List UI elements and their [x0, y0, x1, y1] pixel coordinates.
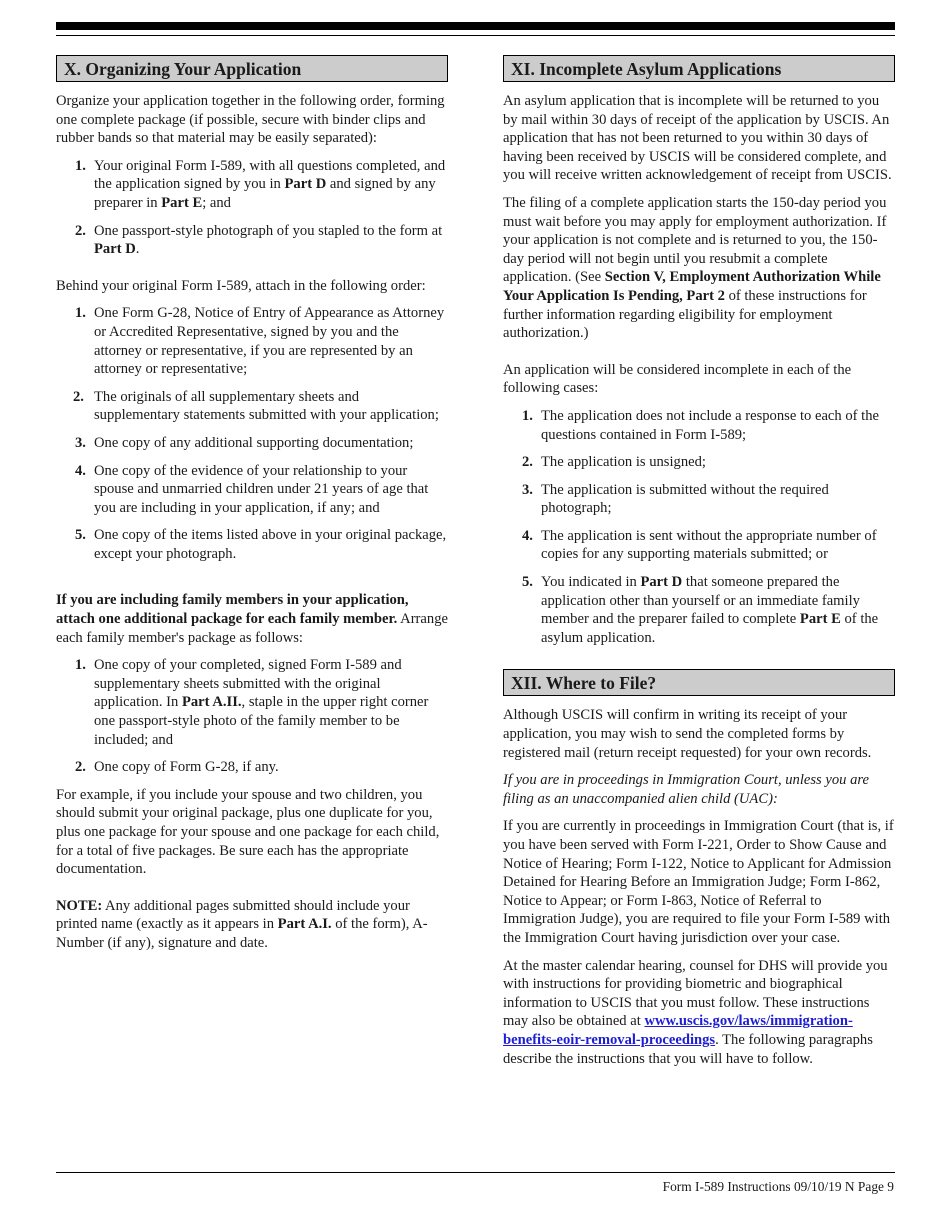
list-item: 3. The application is submitted without the required photograph;	[522, 481, 829, 517]
page-footer: Form I-589 Instructions 09/10/19 N Page 9	[662, 1179, 894, 1194]
section-xi-heading: XI. Incomplete Asylum Applications	[503, 55, 895, 82]
master-calendar-paragraph: At the master calendar hearing, counsel for DHS will provide you with instructions for providing biometric and biographical information to USCIS that you must follow. These instructions may also be obtained at www.uscis.gov/laws/immigration-benefits-eoir-removal-proceedings. The following paragraphs describe the instructions that you will have to follow.	[503, 957, 888, 1067]
left-column	[56, 55, 448, 953]
list-item: 2. The application is unsigned;	[522, 454, 706, 471]
list-item: 1. One copy of your completed, signed Form I-589 and supplementary sheets submitted with the original application. In Part A.II., staple in the upper right corner one passport-style photo of the family member to be included; and	[75, 657, 429, 748]
attach-order-list	[56, 304, 448, 563]
list-item: 5. You indicated in Part D that someone prepared the application other than yourself or an immediate family member and the preparer failed to complete Part E of the asylum application.	[522, 574, 879, 646]
list-item: 3. One copy of any additional supporting documentation;	[75, 434, 414, 451]
list-item: 4. The application is sent without the appropriate number of copies for any supporting materials submitted; or	[522, 527, 877, 563]
family-members-paragraph: If you are including family members in your application, attach one additional package for each family member. Arrange each family member's package as follows:	[56, 592, 448, 646]
bottom-rule	[56, 1172, 895, 1173]
top-thin-rule	[56, 35, 895, 36]
list-item: 1. Your original Form I-589, with all questions completed, and the application signed by you in Part D and signed by any preparer in Part E; and	[75, 157, 446, 211]
immigration-court-paragraph: If you are currently in proceedings in Immigration Court (that is, if you have been served with Form I-221, Order to Show Cause and Notice of Hearing; Form I-122, Notice to Applicant for Admission Detained for Hearing Before an Immigration Judge; Form I-862, Notice to Appear; or Form I-863, Notice of Referral to Immigration Judge), you are required to file your Form I-589 with the Immigration Court having jurisdiction over your case.	[503, 818, 894, 946]
registered-mail-paragraph: Although USCIS will confirm in writing its receipt of your application, you may wish to send the completed forms by registered mail (return receipt requested) for your own records.	[503, 707, 872, 761]
package-order-list	[56, 157, 448, 259]
list-item: 2. One passport-style photograph of you stapled to the form at Part D.	[75, 222, 443, 258]
family-package-list	[56, 656, 448, 777]
section-x-heading: X. Organizing Your Application	[56, 55, 448, 82]
immigration-court-subheading: If you are in proceedings in Immigration Court, unless you are filing as an unaccompanied alien child (UAC):	[503, 772, 870, 807]
top-thick-rule	[56, 22, 895, 30]
behind-paragraph: Behind your original Form I-589, attach in the following order:	[56, 277, 426, 294]
list-item: 2. The originals of all supplementary sheets and supplementary statements submitted with your application;	[73, 388, 439, 424]
list-item: 1. The application does not include a response to each of the questions contained in Form I-589;	[522, 407, 879, 443]
uscis-removal-proceedings-link[interactable]: www.uscis.gov/laws/immigration-benefits-eoir-removal-proceedings	[503, 1013, 853, 1048]
incomplete-cases-intro: An application will be considered incomplete in each of the following cases:	[503, 361, 852, 397]
incomplete-return-paragraph: An asylum application that is incomplete will be returned to you by mail within 30 days of receipt of the application by USCIS. An application that has not been returned to you within 30 days of having been received by USCIS will be considered complete, and you will receive written acknowledgement of receipt from USCIS.	[503, 93, 892, 184]
list-item: 5. One copy of the items listed above in your original package, except your photograph.	[75, 527, 447, 562]
150-day-paragraph: The filing of a complete application starts the 150-day period you must wait before you may apply for employment authorization. If your application is not complete and is returned to you, the 150-day period will not begin until you resubmit a complete application. (See Section V, Employment Authorization While Your Application Is Pending, Part 2 of these instructions for further information regarding eligibility for employment authorization.)	[503, 194, 887, 342]
note-paragraph: NOTE: Any additional pages submitted should include your printed name (exactly as it appears in Part A.I. of the form), A-Number (if any), signature and date.	[56, 897, 428, 951]
list-item: 2. One copy of Form G-28, if any.	[75, 759, 279, 776]
example-paragraph: For example, if you include your spouse and two children, you should submit your original package, plus one duplicate for you, plus one package for your spouse and one package for each child, for a total of five packages. Be sure each has the appropriate documentation.	[56, 786, 440, 878]
section-x-intro: Organize your application together in the following order, forming one complete package (if possible, secure with binder clips and rubber bands so that material may be easily separated):	[56, 93, 445, 147]
incomplete-cases-list	[503, 407, 895, 648]
list-item: 4. One copy of the evidence of your relationship to your spouse and unmarried children under 21 years of age that you are including in your application, if any; and	[75, 462, 429, 516]
section-xii-heading: XII. Where to File?	[503, 669, 895, 696]
list-item: 1. One Form G-28, Notice of Entry of Appearance as Attorney or Accredited Representative, signed by you and the attorney or representative, if you are represented by an attorney or representative;	[75, 305, 445, 378]
right-column	[503, 55, 895, 1068]
